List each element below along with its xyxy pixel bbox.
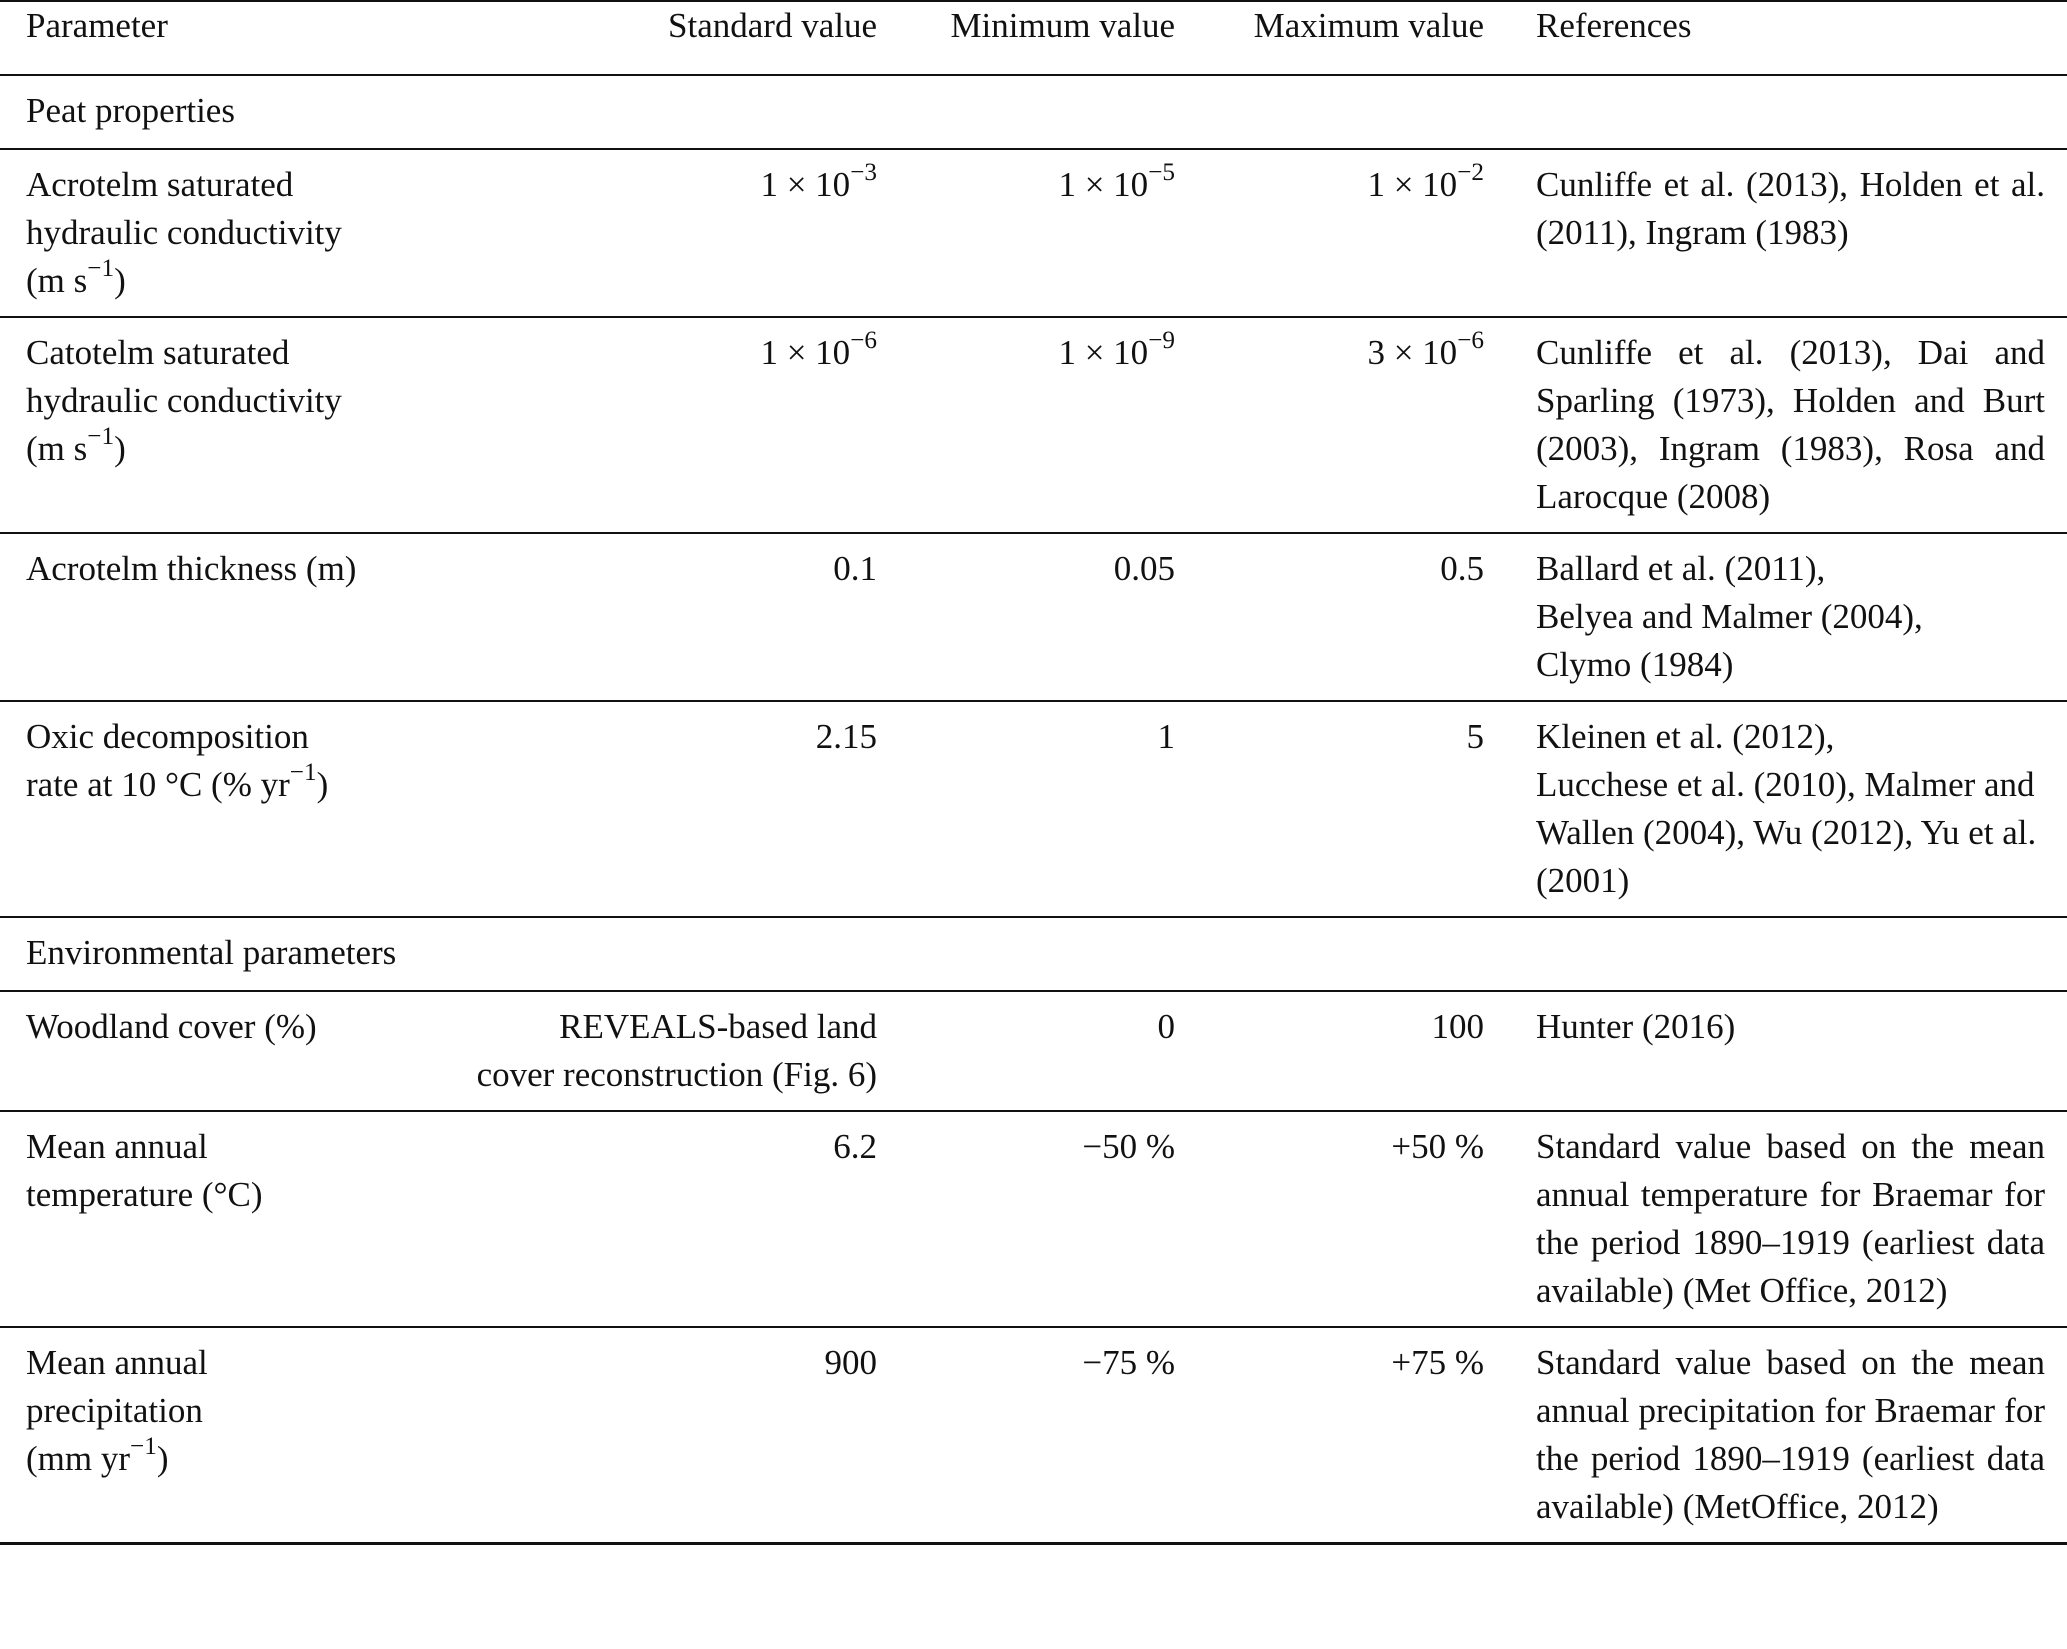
parameter-line: Mean annual	[26, 1343, 208, 1382]
unit-exponent: −1	[289, 759, 317, 787]
standard-value-cell	[430, 149, 897, 317]
parameter-cell: Woodland cover (%)	[0, 991, 430, 1111]
standard-value-cell: 6.2	[430, 1111, 897, 1327]
value-base: 1 × 10	[1058, 165, 1149, 204]
references-cell: Hunter (2016)	[1504, 991, 2067, 1111]
parameter-cell: Acrotelm thickness (m)	[0, 533, 430, 701]
parameter-line: precipitation	[26, 1391, 203, 1430]
unit-exponent: −1	[87, 423, 115, 451]
header-row	[0, 1, 2067, 75]
maximum-value-cell: 5	[1197, 701, 1504, 917]
value-exponent: −5	[1148, 159, 1175, 187]
maximum-value-cell: +50 %	[1197, 1111, 1504, 1327]
parameter-line: Catotelm saturated	[26, 333, 290, 372]
parameter-line: )	[156, 1439, 169, 1478]
value-base: 1 × 10	[760, 165, 851, 204]
section-row	[0, 917, 2067, 991]
unit-exponent: −1	[130, 1433, 157, 1461]
minimum-value-cell: −50 %	[897, 1111, 1197, 1327]
reference-line: Ballard et al. (2011),	[1536, 549, 1826, 588]
header-references: References	[1504, 1, 2067, 75]
references-cell: Cunliffe et al. (2013), Dai and Sparling (1973), Holden and Burt (2003), Ingram (1983), Rosa and Larocque (2008)	[1504, 317, 2067, 533]
standard-value-cell: 0.1	[430, 533, 897, 701]
parameter-line: rate at 10 °C (% yr	[26, 765, 290, 804]
references-cell: Standard value based on the mean annual precipitation for Braemar for the period 1890–1919 (earliest data available) (MetOffice, 2012)	[1504, 1327, 2067, 1544]
minimum-value-cell: 0	[897, 991, 1197, 1111]
header-maximum-value: Maximum value	[1197, 1, 1504, 75]
minimum-value-cell	[897, 317, 1197, 533]
table-row	[0, 991, 2067, 1111]
parameter-line: )	[316, 765, 329, 804]
header-standard-value: Standard value	[430, 1, 897, 75]
header-minimum-value: Minimum value	[897, 1, 1197, 75]
parameter-line: )	[114, 261, 126, 300]
parameter-line: Mean annual	[26, 1127, 208, 1166]
parameter-line: hydraulic conductivity	[26, 213, 342, 252]
parameter-line: (m s	[26, 429, 88, 468]
standard-value-cell	[430, 991, 897, 1111]
header-parameter: Parameter	[0, 1, 430, 75]
minimum-value-cell	[897, 149, 1197, 317]
table-row	[0, 317, 2067, 533]
references-cell: Cunliffe et al. (2013), Holden et al. (2011), Ingram (1983)	[1504, 149, 2067, 317]
reference-line: Kleinen et al. (2012),	[1536, 717, 1835, 756]
section-row	[0, 75, 2067, 149]
table-row	[0, 149, 2067, 317]
standard-value-cell: 2.15	[430, 701, 897, 917]
minimum-value-cell: −75 %	[897, 1327, 1197, 1544]
parameter-line: (m s	[26, 261, 88, 300]
maximum-value-cell: +75 %	[1197, 1327, 1504, 1544]
standard-value-cell	[430, 317, 897, 533]
value-line: REVEALS-based land	[559, 1007, 877, 1046]
value-exponent: −2	[1457, 159, 1484, 187]
value-base: 1 × 10	[760, 333, 851, 372]
references-cell: Standard value based on the mean annual temperature for Braemar for the period 1890–1919 (earliest data available) (Met Office, 2012)	[1504, 1111, 2067, 1327]
value-base: 3 × 10	[1367, 333, 1458, 372]
value-exponent: −3	[850, 159, 877, 187]
parameter-line: )	[114, 429, 126, 468]
parameter-cell	[0, 701, 430, 917]
maximum-value-cell	[1197, 149, 1504, 317]
parameter-line: Oxic decomposition	[26, 717, 309, 756]
reference-line: Belyea and Malmer (2004),	[1536, 597, 1923, 636]
section-title: Peat properties	[0, 75, 2067, 149]
value-exponent: −6	[850, 327, 877, 355]
reference-line: Clymo (1984)	[1536, 645, 1734, 684]
minimum-value-cell: 0.05	[897, 533, 1197, 701]
parameter-cell	[0, 149, 430, 317]
maximum-value-cell	[1197, 317, 1504, 533]
value-base: 1 × 10	[1058, 333, 1149, 372]
parameter-line: hydraulic conductivity	[26, 381, 342, 420]
parameter-cell	[0, 1327, 430, 1544]
table-row	[0, 1111, 2067, 1327]
parameter-line: Acrotelm saturated	[26, 165, 294, 204]
value-base: 1 × 10	[1367, 165, 1458, 204]
references-cell	[1504, 701, 2067, 917]
parameter-line: temperature (°C)	[26, 1175, 263, 1214]
value-exponent: −9	[1148, 327, 1175, 355]
table-row	[0, 1327, 2067, 1544]
parameter-line: (mm yr	[26, 1439, 131, 1478]
unit-exponent: −1	[87, 255, 115, 283]
references-cell	[1504, 533, 2067, 701]
minimum-value-cell: 1	[897, 701, 1197, 917]
value-line: cover reconstruction (Fig. 6)	[476, 1055, 877, 1094]
parameter-cell	[0, 317, 430, 533]
table-row	[0, 533, 2067, 701]
parameter-cell	[0, 1111, 430, 1327]
reference-text: Lucchese et al. (2010), Malmer and Wallen (2004), Wu (2012), Yu et al. (2001)	[1536, 765, 2037, 900]
table-row	[0, 701, 2067, 917]
maximum-value-cell: 0.5	[1197, 533, 1504, 701]
section-title: Environmental parameters	[0, 917, 2067, 991]
maximum-value-cell: 100	[1197, 991, 1504, 1111]
value-exponent: −6	[1457, 327, 1484, 355]
standard-value-cell: 900	[430, 1327, 897, 1544]
